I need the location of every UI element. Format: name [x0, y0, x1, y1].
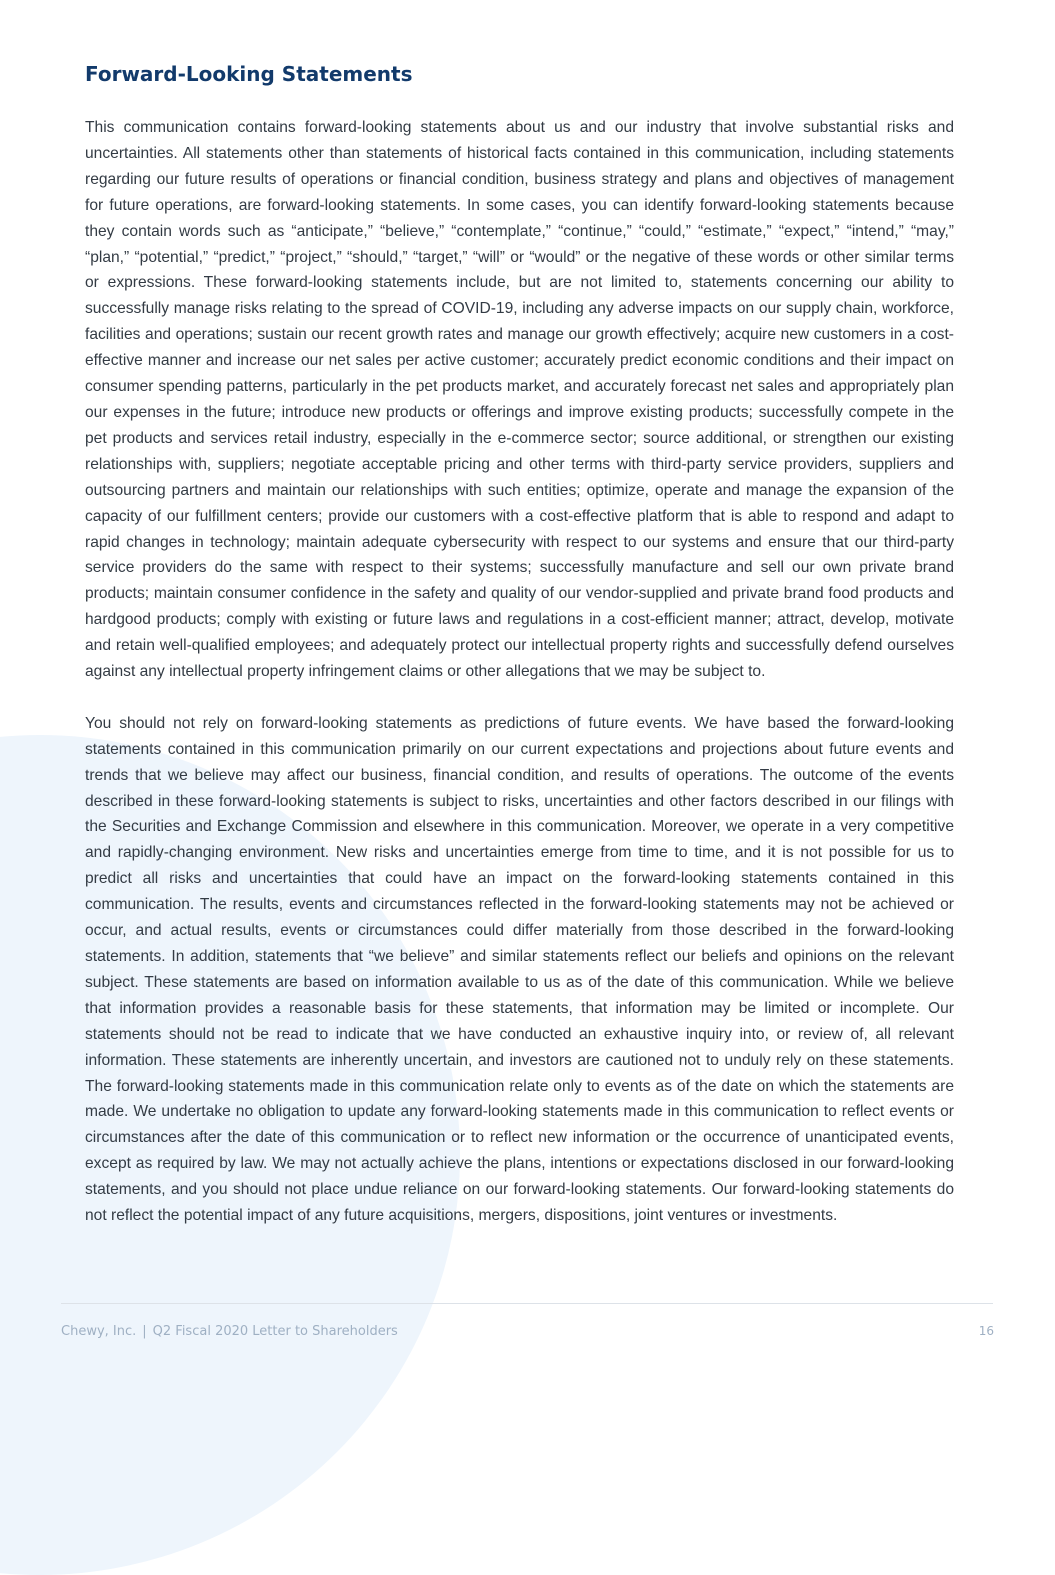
- paragraph-reliance-caution: You should not rely on forward-looking statements as predictions of future events. We have based the forward-looking statements contained in this communication primarily on our current expectations and projections about future events and trends that we believe may affect our business, financial condition, and results of operations. The outcome of the events described in these forward-looking statements is subject to risks, uncertainties and other factors described in our filings with the Securities and Exchange Commission and elsewhere in this communication. Moreover, we operate in a very competitive and rapidly-changing environment. New risks and uncertainties emerge from time to time, and it is not possible for us to predict all risks and uncertainties that could have an impact on the forward-looking statements contained in this communication. The results, events and circumstances reflected in the forward-looking statements may not be achieved or occur, and actual results, events or circumstances could differ materially from those described in the forward-looking statements. In addition, statements that “we believe” and similar statements reflect our beliefs and opinions on the relevant subject. These statements are based on information available to us as of the date of this communication. While we believe that information provides a reasonable basis for these statements, that information may be limited or incomplete. Our statements should not be read to indicate that we have conducted an exhaustive inquiry into, or review of, all relevant information. These statements are inherently uncertain, and investors are cautioned not to unduly rely on these statements. The forward-looking statements made in this communication relate only to events as of the date on which the statements are made. We undertake no obligation to update any forward-looking statements made in this communication to reflect events or circumstances after the date of this communication or to reflect new information or the occurrence of unanticipated events, except as required by law. We may not actually achieve the plans, intentions or expectations disclosed in our forward-looking statements, and you should not place undue reliance on our forward-looking statements. Our forward-looking statements do not reflect the potential impact of any future acquisitions, mergers, dispositions, joint ventures or investments.: [85, 714, 954, 1225]
- page-number: 16: [978, 1324, 994, 1338]
- page-title: Forward-Looking Statements: [85, 62, 413, 86]
- paragraph-forward-looking-intro: This communication contains forward-looking statements about us and our industry that involve substantial risks and uncertainties. All statements other than statements of historical facts contained in this communication, including statements regarding our future results of operations or financial condition, business strategy and plans and objectives of management for future operations, are forward-looking statements. In some cases, you can identify forward-looking statements because they contain words such as “anticipate,” “believe,” “contemplate,” “continue,” “could,” “estimate,” “expect,” “intend,” “may,” “plan,” “potential,” “predict,” “project,” “should,” “target,” “will” or “would” or the negative of these words or other similar terms or expressions. These forward-looking statements include, but are not limited to, statements concerning our ability to successfully manage risks relating to the spread of COVID-19, including any adverse impacts on our supply chain, workforce, facilities and operations; sustain our recent growth rates and manage our growth effectively; acquire new customers in a cost-effective manner and increase our net sales per active customer; accurately predict economic conditions and their impact on consumer spending patterns, particularly in the pet products market, and accurately forecast net sales and appropriately plan our expenses in the future; introduce new products or offerings and improve existing products; successfully compete in the pet products and services retail industry, especially in the e-commerce sector; source additional, or strengthen our existing relationships with, suppliers; negotiate acceptable pricing and other terms with third-party service providers, suppliers and outsourcing partners and maintain our relationships with such entities; optimize, operate and manage the expansion of the capacity of our fulfillment centers; provide our customers with a cost-effective platform that is able to respond and adapt to rapid changes in technology; maintain adequate cybersecurity with respect to our systems and ensure that our third-party service providers do the same with respect to their systems; successfully manufacture and sell our own private brand products; maintain consumer confidence in the safety and quality of our vendor-supplied and private brand food products and hardgood products; comply with existing or future laws and regulations in a cost-efficient manner; attract, develop, motivate and retain well-qualified employees; and adequately protect our intellectual property rights and successfully defend ourselves against any intellectual property infringement claims or other allegations that we may be subject to.: [85, 119, 954, 681]
- footer-separator: |: [142, 1324, 147, 1339]
- main-content: [85, 60, 954, 1229]
- footer-company: Chewy, Inc.: [61, 1324, 137, 1339]
- footer-divider: [61, 1303, 993, 1304]
- footer-document-title: Q2 Fiscal 2020 Letter to Shareholders: [152, 1324, 398, 1339]
- footer-label: [61, 1324, 398, 1339]
